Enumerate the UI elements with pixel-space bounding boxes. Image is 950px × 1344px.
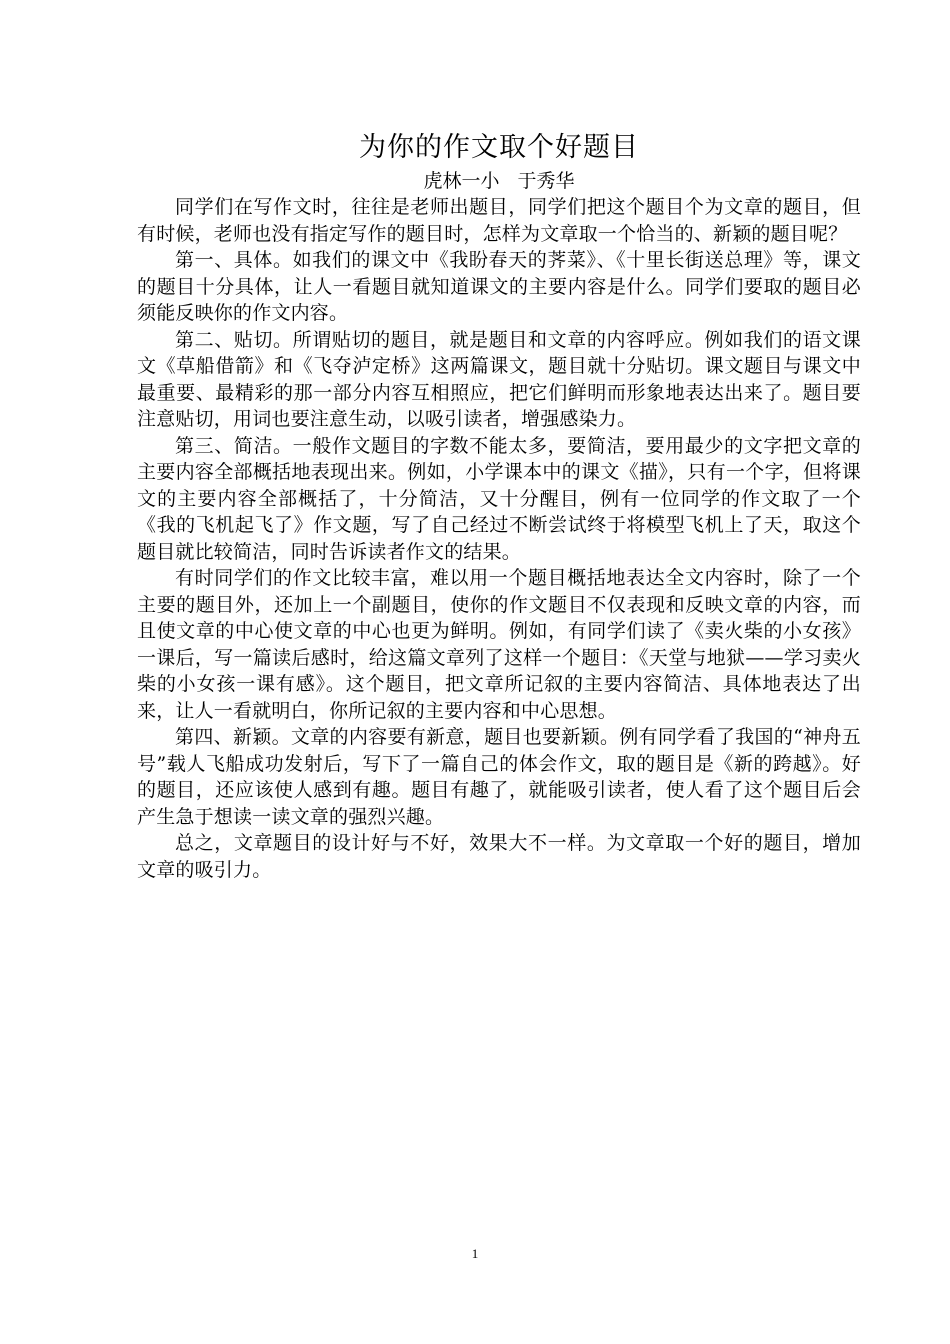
document-author: 虎林一小 于秀华: [423, 170, 575, 192]
paragraph-concise: 第三、简洁。一般作文题目的字数不能太多，要简洁，要用最少的文字把文章的主要内容全部概括地表现出来。例如，小学课本中的课文《描》，只有一个字，但将课文的主要内容全部概括了，十分简洁，又十分醒目，例有一位同学的作文取了一个《我的飞机起飞了》作文题，写了自己经过不断尝试终于将模型飞机上了天，取这个题目就比较简洁，同时告诉读者作文的结果。: [137, 434, 861, 563]
document-body: [137, 128, 861, 883]
paragraph-novel: 第四、新颖。文章的内容要有新意，题目也要新颖。例有同学看了我国的“神舟五号”载人飞船成功发射后，写下了一篇自己的体会作文，取的题目是《新的跨越》。好的题目，还应该使人感到有趣。题目有趣了，就能吸引读者，使人看了这个题目后会产生急于想读一读文章的强烈兴趣。: [137, 726, 861, 828]
paragraph-subtitle: 有时同学们的作文比较丰富，难以用一个题目概括地表达全文内容时，除了一个主要的题目外，还加上一个副题目，使你的作文题目不仅表现和反映文章的内容，而且使文章的中心使文章的中心也更为鲜明。例如，有同学们读了《卖火柴的小女孩》一课后，写一篇读后感时，给这篇文章列了这样一个题目：《天堂与地狱——学习卖火柴的小女孩一课有感》。这个题目，把文章所记叙的主要内容简洁、具体地表达了出来，让人一看就明白，你所记叙的主要内容和中心思想。: [137, 567, 861, 722]
document-title: 为你的作文取个好题目: [359, 132, 639, 163]
paragraph-specific: 第一、具体。如我们的课文中《我盼春天的荠菜》、《十里长街送总理》等，课文的题目十分具体，让人一看题目就知道课文的主要内容是什么。同学们要取的题目必须能反映你的作文内容。: [137, 249, 861, 324]
paragraph-intro: 同学们在写作文时，往往是老师出题目，同学们把这个题目个为文章的题目，但有时候，老师也没有指定写作的题目时，怎样为文章取一个恰当的、新颖的题目呢？: [137, 196, 861, 245]
paragraph-conclusion: 总之，文章题目的设计好与不好，效果大不一样。为文章取一个好的题目，增加文章的吸引力。: [137, 832, 861, 881]
paragraph-apt: 第二、贴切。所谓贴切的题目，就是题目和文章的内容呼应。例如我们的语文课文《草船借箭》和《飞夺泸定桥》这两篇课文，题目就十分贴切。课文题目与课文中最重要、最精彩的那一部分内容互相照应，把它们鲜明而形象地表达出来了。题目要注意贴切，用词也要注意生动，以吸引读者，增强感染力。: [137, 328, 861, 430]
page-number: 1: [471, 1246, 479, 1261]
